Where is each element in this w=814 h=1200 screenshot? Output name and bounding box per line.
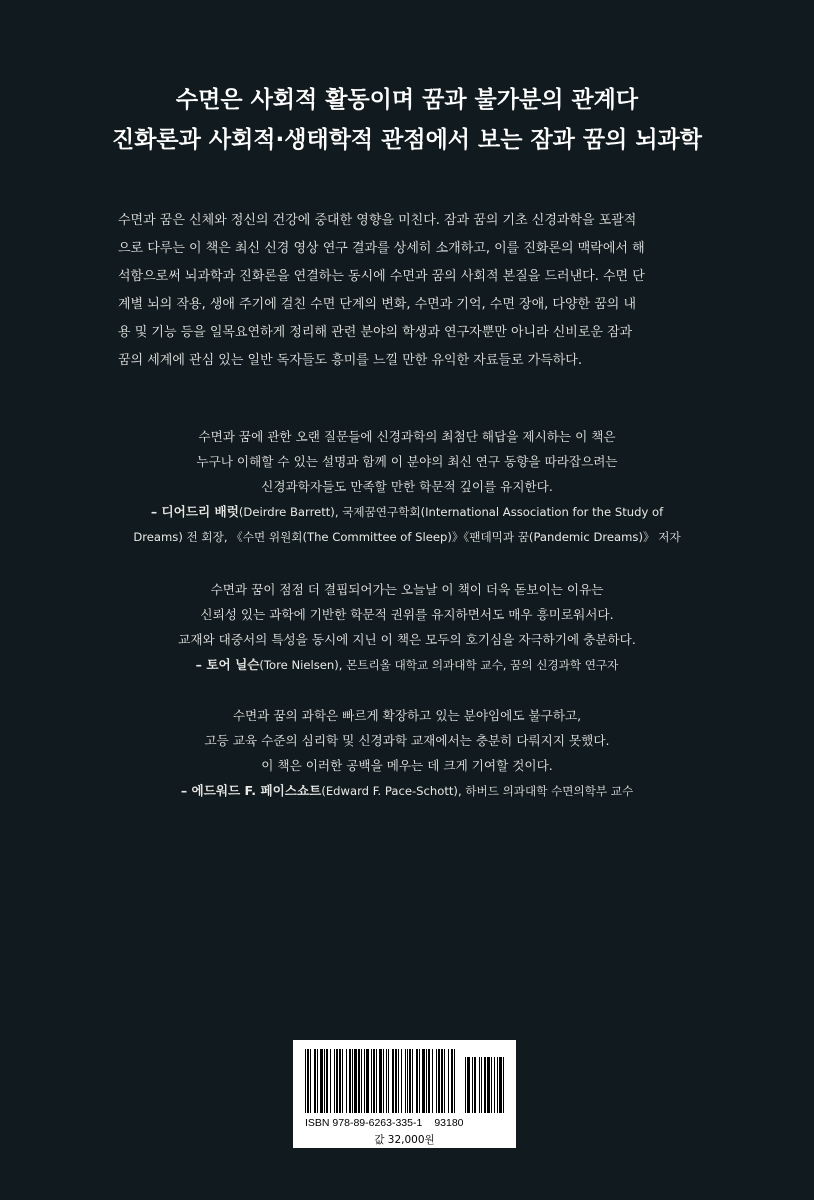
intro-line: 으로 다루는 이 책은 최신 신경 영상 연구 결과를 상세히 소개하고, 이를 진화론의 맥락에서 해 [118,241,645,256]
barcode-bar [364,1049,365,1113]
barcode-bar [326,1049,328,1113]
barcode-bar [401,1049,402,1113]
barcode-bar [383,1049,384,1113]
barcode-bar [320,1049,323,1113]
quote-line: 수면과 꿈이 점점 더 결핍되어가는 오늘날 이 책이 더욱 돋보이는 이유는 [210,582,604,597]
attribution-text: (Deirdre Barrett), 국제꿈연구학회(International Association for the Study of [238,505,664,519]
barcode-bar [352,1049,353,1113]
quote-line: 신뢰성 있는 과학에 기반한 학문적 권위를 유지하면서도 매우 흥미로워서다. [200,607,614,622]
barcode-bar [339,1049,341,1113]
intro-line: 계별 뇌의 작용, 생애 주기에 걸친 수면 단계의 변화, 수면과 기억, 수면 장애, 다양한 꿈의 내 [118,297,637,312]
isbn-addon: 93180 [434,1117,464,1129]
intro-line: 용 및 기능 등을 일목요연하게 정리해 관련 분야의 학생과 연구자뿐만 아니라 신비로운 잠과 [118,325,633,340]
headline-line-2: 진화론과 사회적·생태학적 관점에서 보는 잠과 꿈의 뇌과학 [111,127,702,153]
barcode-bar [307,1049,309,1113]
intro-paragraph [118,207,702,375]
barcode-bar [422,1049,425,1113]
quote-author: – 에드워드 F. 페이스쇼트 [180,783,322,798]
isbn-line [305,1117,464,1129]
quote-line: 수면과 꿈의 과학은 빠르게 확장하고 있는 분야임에도 불구하고, [232,708,582,723]
quote-attribution [0,778,814,804]
barcode-bar [432,1049,433,1113]
isbn-number: ISBN 978-89-6263-335-1 [305,1117,423,1129]
barcode-panel [293,1040,516,1148]
barcode-bar [444,1049,445,1113]
quote-line: 누구나 이해할 수 있는 설명과 함께 이 분야의 최신 연구 동향을 따라잡으려는 [196,454,618,469]
attribution-text: (Edward F. Pace-Schott), 하버드 의과대학 수면의학부 교수 [321,784,634,798]
price-label: 값 32,000원 [374,1134,435,1146]
barcode-bar [358,1049,360,1113]
barcode-bar [330,1049,331,1113]
barcode-bar [334,1049,335,1113]
barcode-bar [342,1049,343,1113]
barcode-bar [361,1049,362,1113]
barcode-bar [317,1049,318,1113]
barcode-bar [366,1049,369,1113]
barcode-bar [448,1049,449,1113]
barcode-bar [376,1049,377,1113]
barcode-bar [395,1049,397,1113]
barcode-bar [409,1049,411,1113]
barcode-bar [354,1049,357,1113]
barcode-addon-bar [481,1057,482,1113]
barcode-bar [454,1049,455,1113]
barcode-bar [336,1049,338,1113]
intro-line: 꿈의 세계에 관심 있는 일반 독자들도 흥미를 느낄 만한 유익한 자료들로 가득하다. [118,353,583,368]
barcode-bar [407,1049,408,1113]
barcode-addon-bar [465,1057,466,1113]
quote-attribution [0,499,814,525]
barcode-bar [436,1049,437,1113]
barcode-addon-bar [474,1057,476,1113]
barcode-addon-bar [479,1057,480,1113]
quote-attribution-cont: Dreams) 전 회장, 《수면 위원회(The Committee of Sleep)》《팬데믹과 꿈(Pandemic Dreams)》 저자 [133,530,681,544]
barcode-addon-bar [503,1057,504,1113]
barcode-graphic [305,1049,504,1115]
barcode-bar [441,1049,443,1113]
quote-line: 고등 교육 수준의 심리학 및 신경과학 교재에서는 충분히 다뤄지지 못했다. [204,733,610,748]
quote-line: 신경과학자들도 만족할 만한 학문적 깊이를 유지한다. [261,479,553,494]
quote-line: 교재와 대중서의 특성을 동시에 지닌 이 책은 모두의 호기심을 자극하기에 충분하다. [178,632,636,647]
endorsement-barrett [0,424,814,550]
barcode-addon-bar [494,1057,495,1113]
barcode-bar [388,1049,389,1113]
barcode-addon-bar [487,1057,490,1113]
quote-author: – 디어드리 배럿 [150,504,239,519]
barcode-addon-bar [467,1057,470,1113]
barcode-addon-bar [484,1057,486,1113]
quote-line: 이 책은 이러한 공백을 메우는 데 크게 기여할 것이다. [261,758,553,773]
attribution-text: (Tore Nielsen), 몬트리올 대학교 의과대학 교수, 꿈의 신경과학 연구자 [259,658,619,672]
barcode-bar [373,1049,375,1113]
barcode-addon-bar [499,1057,502,1113]
quote-line: 수면과 꿈에 관한 오랜 질문들에 신경과학의 최첨단 해답을 제시하는 이 책은 [198,429,616,444]
barcode-bar [405,1049,406,1113]
barcode-addon-bar [497,1057,498,1113]
barcode-bar [451,1049,453,1113]
barcode-bar [346,1049,347,1113]
barcode-bar [305,1049,306,1113]
barcode-bar [310,1049,311,1113]
barcode-bar [398,1049,399,1113]
headline-line-1: 수면은 사회적 활동이며 꿈과 불가분의 관계다 [175,87,639,113]
endorsement-pace-schott [0,703,814,804]
barcode-bar [428,1049,430,1113]
barcode-bar [426,1049,427,1113]
barcode-bar [416,1049,418,1113]
barcode-bar [379,1049,382,1113]
barcode-bar [412,1049,413,1113]
barcode-bar [392,1049,394,1113]
quote-attribution [0,652,814,678]
endorsement-nielsen [0,577,814,678]
barcode-addon-bar [491,1057,492,1113]
barcode-bar [349,1049,351,1113]
barcode-bar [314,1049,316,1113]
barcode-bar [438,1049,440,1113]
barcode-bar [386,1049,387,1113]
intro-line: 수면과 꿈은 신체와 정신의 건강에 중대한 영향을 미친다. 잠과 꿈의 기초 신경과학을 포괄적 [118,213,637,228]
barcode-bar [371,1049,372,1113]
intro-line: 석함으로써 뇌과학과 진화론을 연결하는 동시에 수면과 꿈의 사회적 본질을 드러낸다. 수면 단 [118,269,645,284]
barcode-bar [419,1049,420,1113]
quote-author: – 토어 닐슨 [195,657,260,672]
barcode-bar [324,1049,325,1113]
barcode-addon-bar [472,1057,473,1113]
